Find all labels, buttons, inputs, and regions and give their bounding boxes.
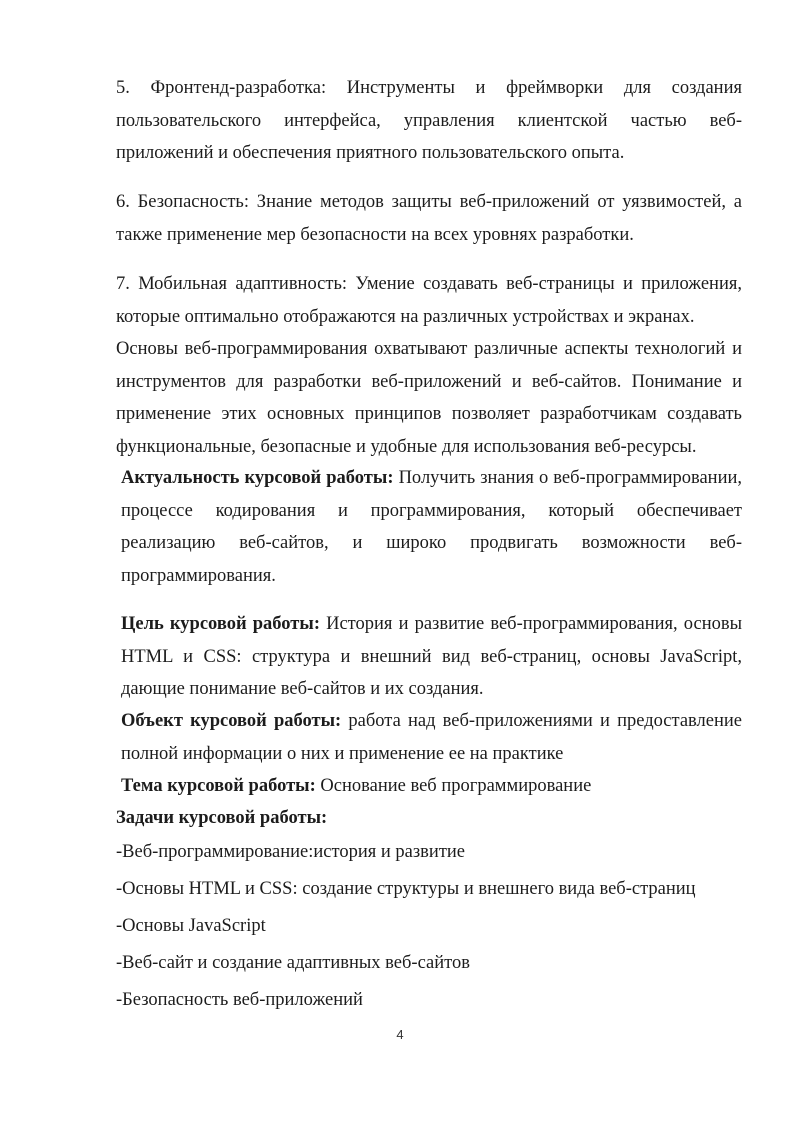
goal-label: Цель курсовой работы: (121, 614, 320, 634)
tasks-heading: Задачи курсовой работы: (116, 808, 328, 828)
paragraph-mobile: 7. Мобильная адаптивность: Умение создавать веб-страницы и приложения, которые оптимально отображаются на различных устройствах и экранах. (116, 274, 742, 327)
topic-text: Основание веб программирование (315, 776, 592, 796)
task-item: -Безопасность веб-приложений (116, 990, 363, 1010)
task-item: -Веб-сайт и создание адаптивных веб-сайтов (116, 953, 470, 973)
paragraph-security: 6. Безопасность: Знание методов защиты веб-приложений от уязвимостей, а также применение мер безопасности на всех уровнях разработки. (116, 192, 742, 245)
paragraph-goal (121, 608, 742, 706)
relevance-label: Актуальность курсовой работы: (121, 468, 394, 488)
paragraph-frontend: 5. Фронтенд-разработка: Инструменты и фреймворки для создания пользовательского интерфейса, управления клиентской частью веб-приложений и обеспечения приятного пользовательского опыта. (116, 78, 742, 163)
paragraph-topic (121, 770, 761, 802)
relevance-text: Получить знания о веб-программировании, процессе кодирования и программирования, который обеспечивает реализацию веб-сайтов, и широко продвигать возможности веб-программирования. (121, 468, 743, 586)
task-item: -Веб-программирование:история и развитие (116, 842, 466, 862)
task-item: -Основы HTML и CSS: создание структуры и внешнего вида веб-страниц (116, 879, 696, 899)
goal-text: История и развитие веб-программирования, основы HTML и CSS: структура и внешний вид веб-страниц, основы JavaScript, дающие понимание веб-сайтов и их создания. (121, 614, 743, 699)
paragraph-object (121, 705, 742, 770)
page-number: 4 (396, 1027, 404, 1042)
object-text: работа над веб-приложениями и предоставление полной информации о них и применение ее на практике (121, 711, 742, 764)
paragraph-relevance (121, 462, 742, 592)
topic-label: Тема курсовой работы: (121, 776, 316, 796)
task-item: -Основы JavaScript (116, 916, 266, 936)
object-label: Объект курсовой работы: (121, 711, 342, 731)
paragraph-summary: Основы веб-программирования охватывают различные аспекты технологий и инструментов для разработки веб-приложений и веб-сайтов. Понимание и применение этих основных принципов позволяет разработчикам создавать функциональные, безопасные и удобные для использования веб-ресурсы. (116, 339, 742, 457)
